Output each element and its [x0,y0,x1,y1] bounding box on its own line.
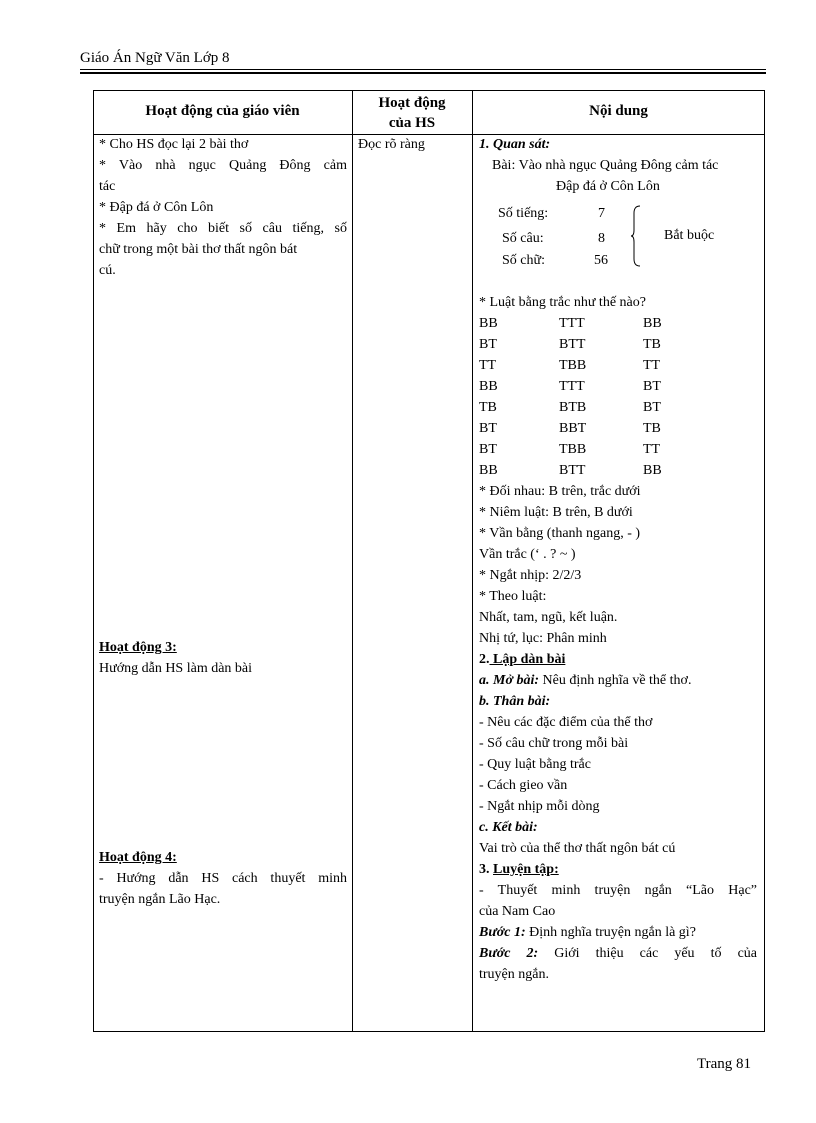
conclusion-label: c. Kết bài: [479,820,538,835]
grid-cell: BB [479,463,498,478]
section-3-number: 3. [479,862,490,877]
activity-4-title: Hoạt động 4: [99,850,177,865]
activity-4-line: - Hướng dẫn HS cách thuyết minh [99,871,347,886]
rule-note: * Theo luật: [479,589,547,604]
step-2-text: Giới thiệu các yếu tố của [538,946,757,961]
rule-note: Vần trắc (‘ . ? ~ ) [479,547,576,562]
intro-line [479,671,691,691]
header-student-activity [352,93,472,133]
header-student-activity-line1: Hoạt động [378,95,446,111]
activity-3-title: Hoạt động 3: [99,640,177,655]
section-2-number: 2. [479,652,490,667]
section-3-title [479,860,559,880]
practice-line: - Thuyết minh truyện ngắn “Lão Hạc” [479,883,757,898]
teacher-line: * Đập đá ở Côn Lôn [99,200,214,215]
grid-cell: BT [643,400,661,415]
column-divider-2 [472,90,473,1032]
grid-cell: TB [643,421,661,436]
step-2-label: Bước 2: [479,946,539,961]
practice-line [479,902,555,922]
grid-cell: TTT [559,379,585,394]
page-number: Trang 81 [697,1056,752,1072]
grid-cell: BT [479,442,497,457]
grid-cell: BTB [559,400,587,415]
teacher-line: * Cho HS đọc lại 2 bài thơ [99,137,249,152]
column-divider-1 [352,90,353,1032]
step-1-label: Bước 1: [479,925,526,940]
intro-text: Nêu định nghĩa về thể thơ. [539,673,692,688]
student-activity-text: Đọc rõ ràng [358,137,425,152]
rule-note: Nhị tứ, lục: Phân minh [479,631,607,646]
body-item: - Cách gieo vần [479,778,568,793]
grid-cell: BB [479,316,498,331]
header-teacher-activity: Hoạt động của giáo viên [145,103,300,119]
document-header: Giáo Án Ngữ Văn Lớp 8 [80,50,230,66]
grid-cell: BT [643,379,661,394]
grid-cell: TB [643,337,661,352]
step-1 [479,923,696,943]
conclusion-text: Vai trò của thể thơ thất ngôn bát cú [479,841,676,856]
intro-label: a. Mở bài: [479,673,540,688]
grid-cell: TT [643,442,661,457]
rule-note: * Ngắt nhịp: 2/2/3 [479,568,582,583]
activity-3-text: Hướng dẫn HS làm dàn bài [99,661,253,676]
grid-cell: BT [479,337,497,352]
rule-note: * Vần bằng (thanh ngang, - ) [479,526,641,541]
activity-4-line: truyện ngắn Lão Hạc. [99,892,221,907]
stat-value: 8 [598,231,605,246]
header-student-activity-line2: của HS [388,115,436,131]
body-item: - Nêu các đặc điểm của thể thơ [479,715,653,730]
grid-cell: TB [479,400,497,415]
poem-title-line: Bài: Vào nhà ngục Quảng Đông cảm tác [492,158,719,173]
grid-cell: BTT [559,337,586,352]
grid-cell: TT [479,358,497,373]
grid-cell: BBT [559,421,587,436]
grid-cell: BTT [559,463,586,478]
body-item: - Quy luật bằng trắc [479,757,591,772]
curly-brace-icon [631,205,641,267]
section-1-title: 1. Quan sát: [479,137,551,152]
section-2-title [479,650,565,670]
grid-cell: TTT [559,316,585,331]
grid-cell: BB [643,316,662,331]
rule-note: Nhất, tam, ngũ, kết luận. [479,610,618,625]
stat-value: 7 [598,206,605,221]
section-2-label: Lập dàn bài [489,652,566,667]
grid-cell: BT [479,421,497,436]
teacher-line: cú. [99,263,116,278]
section-3-label: Luyện tập: [493,862,559,877]
stat-label: Số câu: [502,231,544,246]
poem-title-line: Đập đá ở Côn Lôn [556,179,660,194]
grid-cell: TBB [559,442,587,457]
teacher-line: tác [99,179,116,194]
grid-cell: BB [479,379,498,394]
stat-value: 56 [594,253,608,268]
teacher-line: * Em hãy cho biết số câu tiếng, số [99,221,347,236]
rule-note: * Đối nhau: B trên, trắc dưới [479,484,641,499]
teacher-line: chữ trong một bài thơ thất ngôn bát [99,242,298,257]
step-2 [479,944,757,964]
stat-label: Số tiếng: [498,206,549,221]
teacher-line: * Vào nhà ngục Quảng Đông cảm [99,158,347,173]
header-rule-thin [80,69,766,70]
body-item: - Số câu chữ trong mỗi bài [479,736,629,751]
grid-cell: TT [643,358,661,373]
grid-cell: TBB [559,358,587,373]
stat-label: Số chữ: [502,253,545,268]
rule-question: * Luật bằng trắc như thế nào? [479,295,646,310]
rule-note: * Niêm luật: B trên, B dưới [479,505,633,520]
body-label: b. Thân bài: [479,694,551,709]
practice-line-2-text: của Nam Cao [479,904,556,919]
step-1-text: Định nghĩa truyện ngắn là gì? [525,925,696,940]
body-item: - Ngắt nhịp mỗi dòng [479,799,600,814]
header-content: Nội dung [589,103,648,119]
grid-cell: BB [643,463,662,478]
stats-note: Bắt buộc [664,228,715,243]
header-rule-thick [80,72,766,74]
step-2-continued: truyện ngắn. [479,967,549,982]
